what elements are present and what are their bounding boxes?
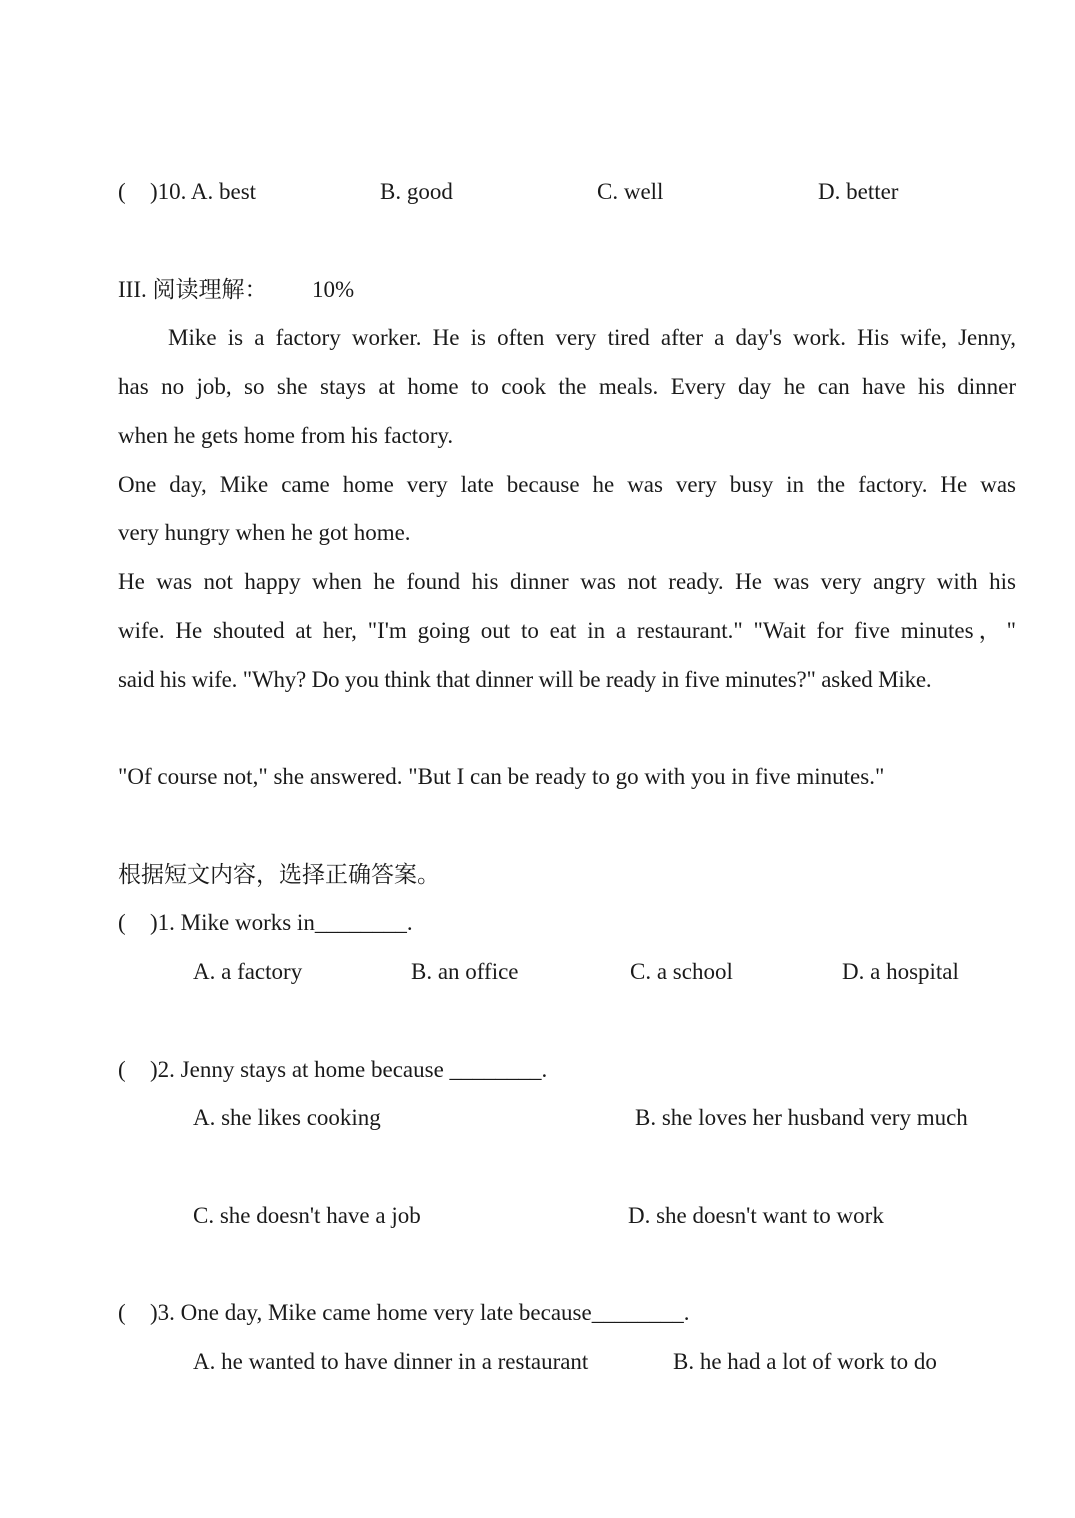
passage-line: very hungry when he got home. bbox=[118, 520, 411, 545]
q10-stem: )10. A. best bbox=[150, 179, 257, 204]
q1-option-a: A. a factory bbox=[193, 959, 303, 984]
question-1 bbox=[118, 909, 413, 937]
q2-option-c: C. she doesn't have a job bbox=[193, 1203, 421, 1228]
q10-option-b: B. good bbox=[380, 179, 453, 204]
question-stem: )3. One day, Mike came home very late because________. bbox=[150, 1300, 690, 1325]
question-stem: )2. Jenny stays at home because ________. bbox=[150, 1057, 548, 1082]
q2-option-a: A. she likes cooking bbox=[193, 1105, 381, 1130]
passage-line: He was not happy when he found his dinner was not ready. He was very angry with his bbox=[118, 569, 1016, 594]
q10-option-d: D. better bbox=[818, 179, 899, 204]
question-stem: )1. Mike works in________. bbox=[150, 910, 413, 935]
q2-option-b: B. she loves her husband very much bbox=[635, 1105, 968, 1130]
passage-line: when he gets home from his factory. bbox=[118, 423, 454, 448]
passage-line: One day, Mike came home very late because he was very busy in the factory. He was bbox=[118, 472, 1016, 497]
q10-option-c: C. well bbox=[597, 179, 664, 204]
answer-paren: ( bbox=[118, 910, 126, 935]
q3-option-b: B. he had a lot of work to do bbox=[673, 1349, 937, 1374]
passage-line: "Of course not," she answered. "But I can be ready to go with you in five minutes." bbox=[118, 764, 885, 789]
answer-paren: ( bbox=[118, 1057, 126, 1082]
q1-option-c: C. a school bbox=[630, 959, 733, 984]
q3-option-a: A. he wanted to have dinner in a restaurant bbox=[193, 1349, 589, 1374]
question-2 bbox=[118, 1056, 547, 1084]
section-title: III. 阅读理解： bbox=[118, 277, 268, 302]
q1-option-d: D. a hospital bbox=[842, 959, 959, 984]
q10-row bbox=[118, 178, 256, 206]
passage-line: wife. He shouted at her, "I'm going out to eat in a restaurant." "Wait for five minutes，" bbox=[118, 618, 1016, 643]
passage-line: said his wife. "Why? Do you think that dinner will be ready in five minutes?" asked Mike. bbox=[118, 667, 932, 692]
instruction: 根据短文内容，选择正确答案。 bbox=[118, 862, 440, 887]
q1-option-b: B. an office bbox=[411, 959, 519, 984]
answer-paren: ( bbox=[118, 1300, 126, 1325]
q2-option-d: D. she doesn't want to work bbox=[628, 1203, 884, 1228]
section-score: 10% bbox=[312, 277, 355, 302]
answer-paren: ( bbox=[118, 179, 126, 204]
question-3 bbox=[118, 1299, 689, 1327]
passage-line: Mike is a factory worker. He is often very tired after a day's work. His wife, Jenny, bbox=[168, 325, 1016, 350]
passage-line: has no job, so she stays at home to cook the meals. Every day he can have his dinner bbox=[118, 374, 1016, 399]
section-heading bbox=[118, 276, 267, 304]
